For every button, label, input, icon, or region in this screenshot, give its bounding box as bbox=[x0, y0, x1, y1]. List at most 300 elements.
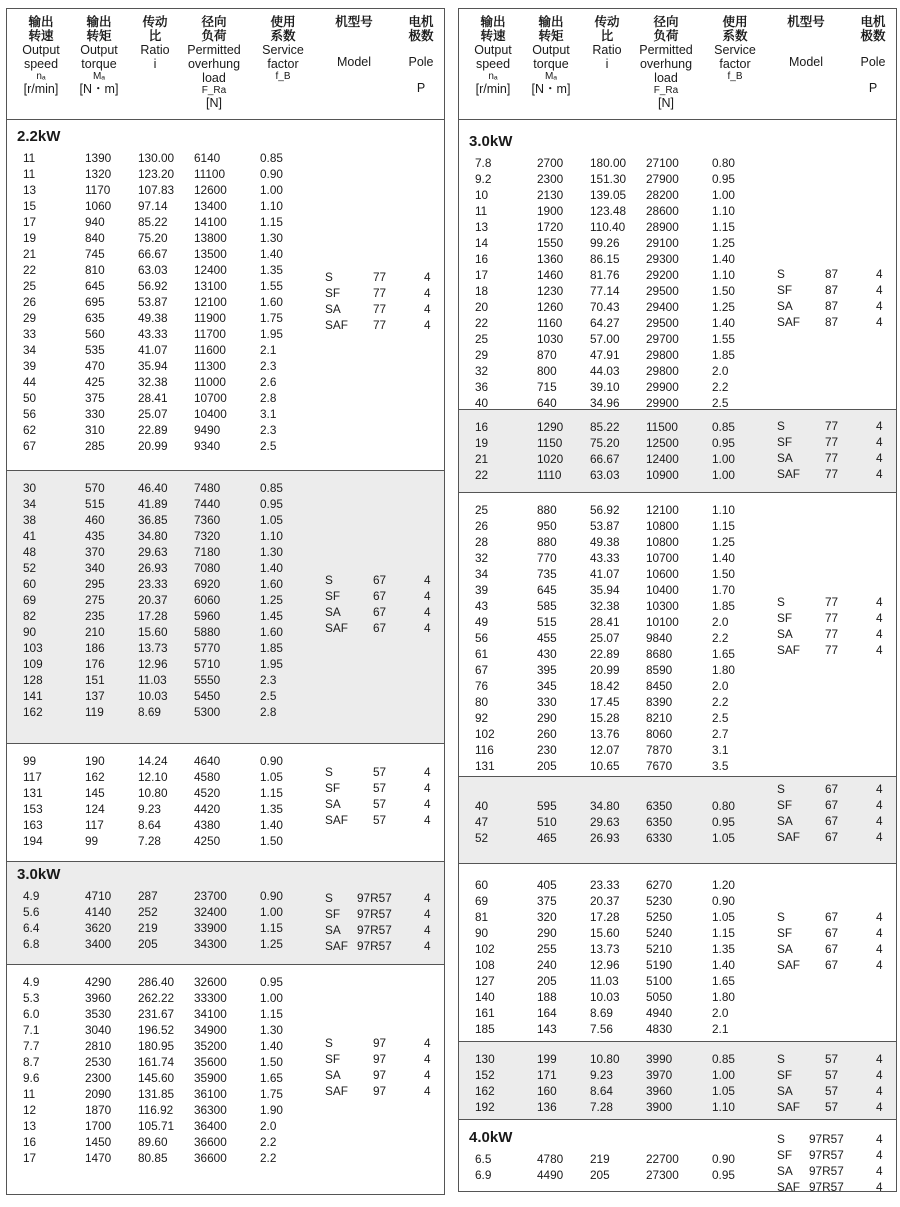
pole-count: 4 bbox=[424, 589, 431, 603]
model-group bbox=[459, 1051, 896, 1115]
cell-sf: 2.5 bbox=[260, 689, 277, 703]
header-cn-label: 系数 bbox=[722, 29, 748, 43]
power-rating-title: 3.0kW bbox=[469, 133, 513, 150]
cell-sf: 1.85 bbox=[712, 348, 735, 362]
table-row bbox=[459, 518, 896, 534]
cell-load: 11900 bbox=[194, 311, 226, 325]
model-type: S bbox=[777, 910, 785, 924]
cell-sf: 1.90 bbox=[260, 1103, 283, 1117]
cell-speed: 34 bbox=[23, 497, 37, 511]
cell-speed: 69 bbox=[23, 593, 37, 607]
model-size: 67 bbox=[825, 958, 839, 972]
model-type: SF bbox=[325, 1052, 341, 1066]
model-row bbox=[459, 957, 896, 973]
model-size: 77 bbox=[825, 643, 839, 657]
cell-torque: 870 bbox=[537, 348, 557, 362]
cell-torque: 940 bbox=[85, 215, 105, 229]
table-row bbox=[459, 550, 896, 566]
cell-torque: 1700 bbox=[85, 1119, 112, 1133]
cell-sf: 1.60 bbox=[260, 577, 283, 591]
cell-speed: 22 bbox=[475, 468, 489, 482]
model-size: 97R57 bbox=[357, 939, 392, 953]
cell-load: 9490 bbox=[194, 423, 221, 437]
cell-load: 11600 bbox=[194, 343, 226, 357]
model-row bbox=[459, 1083, 896, 1099]
header-cn-label: 转速 bbox=[480, 29, 506, 43]
cell-torque: 190 bbox=[85, 754, 105, 768]
cell-ratio: 110.40 bbox=[590, 220, 626, 234]
cell-load: 36600 bbox=[194, 1151, 227, 1165]
cell-sf: 1.00 bbox=[260, 991, 283, 1005]
cell-torque: 151 bbox=[85, 673, 105, 687]
model-row bbox=[459, 642, 896, 658]
cell-speed: 153 bbox=[23, 802, 43, 816]
model-type: SAF bbox=[325, 1084, 348, 1098]
model-type: S bbox=[777, 267, 785, 281]
cell-sf: 1.10 bbox=[712, 1100, 735, 1114]
cell-speed: 17 bbox=[23, 215, 37, 229]
cell-load: 28200 bbox=[646, 188, 679, 202]
cell-torque: 3530 bbox=[85, 1007, 112, 1021]
cell-torque: 880 bbox=[537, 535, 557, 549]
cell-torque: 560 bbox=[85, 327, 105, 341]
cell-sf: 0.85 bbox=[712, 420, 735, 434]
header-en-label: Ratio bbox=[140, 43, 170, 57]
model-row bbox=[459, 1147, 896, 1163]
header-cn-label: 机型号 bbox=[787, 15, 825, 29]
cell-ratio: 145.60 bbox=[138, 1071, 175, 1085]
cell-load: 8590 bbox=[646, 663, 673, 677]
cell-load: 14100 bbox=[194, 215, 227, 229]
cell-torque: 1230 bbox=[537, 284, 564, 298]
model-size: 67 bbox=[825, 814, 839, 828]
pole-count: 4 bbox=[424, 1052, 431, 1066]
cell-torque: 230 bbox=[537, 743, 557, 757]
cell-speed: 90 bbox=[475, 926, 489, 940]
cell-ratio: 32.38 bbox=[590, 599, 620, 613]
header-cn-label: 传动 bbox=[142, 15, 168, 29]
cell-load: 33300 bbox=[194, 991, 227, 1005]
cell-sf: 1.05 bbox=[260, 770, 283, 784]
table-row bbox=[459, 877, 896, 893]
cell-speed: 20 bbox=[475, 300, 489, 314]
header-en-label: Service bbox=[262, 43, 304, 57]
cell-torque: 640 bbox=[537, 396, 557, 410]
model-row bbox=[7, 1035, 444, 1051]
cell-sf: 3.1 bbox=[712, 743, 729, 757]
power-section bbox=[459, 410, 896, 493]
model-row bbox=[459, 1131, 896, 1147]
model-type: SAF bbox=[777, 958, 800, 972]
cell-load: 10100 bbox=[646, 615, 679, 629]
cell-ratio: 75.20 bbox=[590, 436, 620, 450]
model-row bbox=[459, 1051, 896, 1067]
cell-speed: 17 bbox=[475, 268, 489, 282]
cell-sf: 1.00 bbox=[712, 1068, 735, 1082]
model-type: S bbox=[325, 891, 333, 905]
cell-speed: 32 bbox=[475, 364, 489, 378]
cell-torque: 340 bbox=[85, 561, 105, 575]
cell-speed: 116 bbox=[475, 743, 494, 757]
pole-count: 4 bbox=[424, 605, 431, 619]
header-ratio bbox=[131, 15, 179, 71]
cell-load: 12600 bbox=[194, 183, 227, 197]
cell-ratio: 18.42 bbox=[590, 679, 620, 693]
cell-torque: 124 bbox=[85, 802, 105, 816]
cell-load: 4580 bbox=[194, 770, 221, 784]
pole-count: 4 bbox=[876, 942, 883, 956]
cell-load: 13100 bbox=[194, 279, 227, 293]
header-en-label: Model bbox=[788, 55, 824, 69]
model-size: 67 bbox=[825, 782, 839, 796]
pole-count: 4 bbox=[424, 1084, 431, 1098]
cell-load: 5450 bbox=[194, 689, 221, 703]
cell-load: 11000 bbox=[194, 375, 226, 389]
cell-sf: 2.0 bbox=[712, 615, 729, 629]
header-en-label: Output bbox=[22, 43, 60, 57]
cell-sf: 1.35 bbox=[260, 802, 283, 816]
table-row bbox=[459, 219, 896, 235]
header-cn-label: 输出 bbox=[480, 15, 506, 29]
cell-sf: 2.1 bbox=[712, 1022, 729, 1036]
cell-ratio: 77.14 bbox=[590, 284, 620, 298]
cell-speed: 60 bbox=[475, 878, 489, 892]
header-cn-label: 极数 bbox=[408, 29, 434, 43]
cell-load: 11700 bbox=[194, 327, 226, 341]
cell-ratio: 196.52 bbox=[138, 1023, 175, 1037]
cell-ratio: 43.33 bbox=[590, 551, 620, 565]
cell-sf: 0.95 bbox=[712, 1168, 735, 1182]
model-group bbox=[459, 266, 896, 330]
model-group bbox=[459, 594, 896, 658]
table-row bbox=[7, 422, 444, 438]
cell-sf: 1.65 bbox=[712, 974, 735, 988]
model-row bbox=[459, 1179, 896, 1195]
cell-speed: 92 bbox=[475, 711, 489, 725]
pole-count: 4 bbox=[424, 286, 431, 300]
model-row bbox=[459, 314, 896, 330]
cell-load: 10800 bbox=[646, 519, 679, 533]
model-group bbox=[459, 909, 896, 973]
model-size: 57 bbox=[373, 765, 387, 779]
model-type: SAF bbox=[325, 813, 348, 827]
table-row bbox=[7, 528, 444, 544]
cell-ratio: 35.94 bbox=[138, 359, 168, 373]
cell-torque: 1170 bbox=[85, 183, 111, 197]
header-en-label: load bbox=[202, 71, 226, 85]
cell-load: 5210 bbox=[646, 942, 673, 956]
header-torque bbox=[73, 15, 125, 96]
cell-speed: 19 bbox=[23, 231, 37, 245]
model-type: SF bbox=[777, 1068, 793, 1082]
cell-ratio: 17.45 bbox=[590, 695, 620, 709]
cell-speed: 62 bbox=[23, 423, 37, 437]
model-size: 97 bbox=[373, 1084, 387, 1098]
cell-sf: 0.80 bbox=[712, 799, 735, 813]
cell-ratio: 28.41 bbox=[590, 615, 620, 629]
cell-torque: 260 bbox=[537, 727, 557, 741]
cell-ratio: 80.85 bbox=[138, 1151, 168, 1165]
model-type: S bbox=[777, 1132, 785, 1146]
model-row bbox=[459, 829, 896, 845]
cell-sf: 0.90 bbox=[260, 167, 283, 181]
cell-ratio: 262.22 bbox=[138, 991, 175, 1005]
model-type: S bbox=[777, 782, 785, 796]
model-row bbox=[7, 938, 444, 954]
model-row bbox=[459, 797, 896, 813]
cell-torque: 275 bbox=[85, 593, 105, 607]
cell-sf: 0.90 bbox=[712, 1152, 735, 1166]
cell-ratio: 85.22 bbox=[590, 420, 620, 434]
cell-torque: 330 bbox=[537, 695, 557, 709]
cell-load: 10400 bbox=[194, 407, 227, 421]
cell-speed: 102 bbox=[475, 942, 495, 956]
table-row bbox=[7, 246, 444, 262]
cell-load: 28600 bbox=[646, 204, 679, 218]
cell-sf: 1.95 bbox=[260, 657, 283, 671]
cell-sf: 1.75 bbox=[260, 1087, 283, 1101]
cell-sf: 1.40 bbox=[260, 561, 283, 575]
model-size: 77 bbox=[825, 435, 839, 449]
cell-speed: 13 bbox=[23, 1119, 37, 1133]
power-section bbox=[459, 493, 896, 777]
cell-sf: 2.6 bbox=[260, 375, 277, 389]
cell-sf: 1.10 bbox=[712, 268, 735, 282]
cell-load: 28900 bbox=[646, 220, 679, 234]
header-cn-label: 径向 bbox=[201, 15, 227, 29]
model-type: SA bbox=[325, 923, 341, 937]
cell-ratio: 25.07 bbox=[138, 407, 168, 421]
cell-speed: 162 bbox=[475, 1084, 495, 1098]
cell-sf: 1.15 bbox=[712, 519, 735, 533]
model-size: 97R57 bbox=[809, 1132, 844, 1146]
cell-torque: 235 bbox=[85, 609, 105, 623]
cell-sf: 2.2 bbox=[712, 380, 729, 394]
cell-load: 4830 bbox=[646, 1022, 673, 1036]
model-type: SA bbox=[325, 797, 341, 811]
cell-ratio: 22.89 bbox=[138, 423, 168, 437]
cell-speed: 39 bbox=[23, 359, 37, 373]
cell-speed: 26 bbox=[23, 295, 37, 309]
table-row bbox=[7, 974, 444, 990]
cell-load: 3900 bbox=[646, 1100, 673, 1114]
cell-speed: 18 bbox=[475, 284, 489, 298]
pole-count: 4 bbox=[424, 302, 431, 316]
power-rating-title: 2.2kW bbox=[17, 128, 61, 145]
cell-torque: 585 bbox=[537, 599, 557, 613]
cell-speed: 13 bbox=[475, 220, 489, 234]
cell-load: 29500 bbox=[646, 316, 679, 330]
cell-load: 33900 bbox=[194, 921, 227, 935]
cell-torque: 4140 bbox=[85, 905, 112, 919]
header-en-label: i bbox=[153, 57, 157, 71]
cell-sf: 1.00 bbox=[260, 905, 283, 919]
cell-ratio: 161.74 bbox=[138, 1055, 175, 1069]
cell-speed: 19 bbox=[475, 436, 489, 450]
cell-sf: 1.40 bbox=[712, 958, 735, 972]
table-body bbox=[459, 120, 896, 1194]
table-row bbox=[7, 358, 444, 374]
header-en-label: Output bbox=[474, 43, 512, 57]
cell-speed: 11 bbox=[23, 151, 36, 165]
pole-count: 4 bbox=[876, 782, 883, 796]
cell-sf: 0.85 bbox=[260, 151, 283, 165]
cell-speed: 140 bbox=[475, 990, 495, 1004]
cell-ratio: 15.28 bbox=[590, 711, 620, 725]
cell-torque: 510 bbox=[537, 815, 557, 829]
model-group bbox=[7, 890, 444, 954]
cell-ratio: 53.87 bbox=[138, 295, 168, 309]
cell-ratio: 34.80 bbox=[590, 799, 620, 813]
model-row bbox=[7, 796, 444, 812]
cell-load: 12100 bbox=[194, 295, 227, 309]
cell-speed: 10 bbox=[475, 188, 489, 202]
cell-load: 6140 bbox=[194, 151, 221, 165]
power-section bbox=[7, 744, 444, 862]
cell-speed: 6.0 bbox=[23, 1007, 40, 1021]
pole-count: 4 bbox=[876, 1100, 883, 1114]
power-section bbox=[459, 864, 896, 1042]
table-row bbox=[459, 1005, 896, 1021]
cell-speed: 7.1 bbox=[23, 1023, 40, 1037]
cell-torque: 143 bbox=[537, 1022, 557, 1036]
table-row bbox=[459, 726, 896, 742]
header-speed bbox=[15, 15, 67, 96]
cell-ratio: 130.00 bbox=[138, 151, 175, 165]
cell-speed: 28 bbox=[475, 535, 489, 549]
cell-ratio: 22.89 bbox=[590, 647, 620, 661]
cell-load: 5190 bbox=[646, 958, 673, 972]
table-row bbox=[459, 694, 896, 710]
pole-count: 4 bbox=[876, 283, 883, 297]
cell-sf: 1.20 bbox=[712, 878, 735, 892]
cell-load: 6270 bbox=[646, 878, 673, 892]
cell-torque: 810 bbox=[85, 263, 105, 277]
model-type: S bbox=[325, 270, 333, 284]
table-row bbox=[7, 406, 444, 422]
table-row bbox=[459, 662, 896, 678]
cell-ratio: 105.71 bbox=[138, 1119, 175, 1133]
cell-ratio: 66.67 bbox=[590, 452, 620, 466]
cell-ratio: 81.76 bbox=[590, 268, 620, 282]
cell-torque: 1360 bbox=[537, 252, 564, 266]
cell-speed: 38 bbox=[23, 513, 37, 527]
cell-torque: 425 bbox=[85, 375, 105, 389]
model-row bbox=[7, 812, 444, 828]
cell-speed: 131 bbox=[23, 786, 43, 800]
cell-load: 29900 bbox=[646, 396, 679, 410]
cell-sf: 2.5 bbox=[260, 439, 277, 453]
cell-ratio: 10.03 bbox=[590, 990, 620, 1004]
table-row bbox=[459, 331, 896, 347]
pole-count: 4 bbox=[876, 267, 883, 281]
header-en-label: speed bbox=[475, 57, 511, 71]
cell-sf: 1.50 bbox=[260, 834, 283, 848]
cell-sf: 1.15 bbox=[260, 215, 283, 229]
cell-torque: 1260 bbox=[537, 300, 564, 314]
cell-ratio: 12.07 bbox=[590, 743, 620, 757]
cell-load: 8390 bbox=[646, 695, 673, 709]
header-cn-label: 输出 bbox=[28, 15, 54, 29]
cell-torque: 375 bbox=[537, 894, 557, 908]
model-type: SA bbox=[325, 1068, 341, 1082]
cell-load: 12500 bbox=[646, 436, 679, 450]
header-en-label: overhung bbox=[639, 57, 693, 71]
cell-torque: 1060 bbox=[85, 199, 112, 213]
cell-load: 4520 bbox=[194, 786, 221, 800]
cell-ratio: 13.73 bbox=[138, 641, 168, 655]
cell-speed: 6.4 bbox=[23, 921, 40, 935]
cell-sf: 1.65 bbox=[712, 647, 735, 661]
header-en-label: Pole bbox=[408, 55, 434, 69]
table-row bbox=[7, 182, 444, 198]
cell-sf: 2.0 bbox=[712, 679, 729, 693]
cell-sf: 1.50 bbox=[712, 284, 735, 298]
cell-load: 4250 bbox=[194, 834, 221, 848]
cell-ratio: 86.15 bbox=[590, 252, 620, 266]
cell-sf: 2.5 bbox=[712, 396, 729, 410]
header-pole bbox=[851, 15, 895, 95]
header-en-label: factor bbox=[719, 57, 751, 71]
cell-load: 29200 bbox=[646, 268, 679, 282]
pole-count: 4 bbox=[876, 798, 883, 812]
model-size: 97R57 bbox=[357, 907, 392, 921]
model-size: 67 bbox=[825, 910, 839, 924]
cell-speed: 82 bbox=[23, 609, 37, 623]
pole-count: 4 bbox=[424, 573, 431, 587]
cell-sf: 1.75 bbox=[260, 311, 283, 325]
cell-ratio: 11.03 bbox=[590, 974, 619, 988]
cell-torque: 290 bbox=[537, 926, 557, 940]
cell-load: 29500 bbox=[646, 284, 679, 298]
cell-speed: 25 bbox=[23, 279, 37, 293]
model-row bbox=[459, 1067, 896, 1083]
cell-load: 23700 bbox=[194, 889, 227, 903]
cell-speed: 13 bbox=[23, 183, 37, 197]
cell-ratio: 14.24 bbox=[138, 754, 168, 768]
table-row bbox=[7, 1134, 444, 1150]
header-cn-label: 比 bbox=[600, 29, 614, 43]
cell-load: 7180 bbox=[194, 545, 221, 559]
header-load bbox=[183, 15, 245, 110]
cell-torque: 188 bbox=[537, 990, 557, 1004]
cell-speed: 130 bbox=[475, 1052, 495, 1066]
model-row bbox=[7, 285, 444, 301]
model-type: SF bbox=[325, 286, 341, 300]
cell-speed: 127 bbox=[475, 974, 495, 988]
cell-sf: 0.95 bbox=[712, 815, 735, 829]
cell-sf: 1.40 bbox=[260, 818, 283, 832]
table-row bbox=[7, 198, 444, 214]
model-type: SAF bbox=[777, 467, 800, 481]
cell-torque: 2300 bbox=[537, 172, 564, 186]
cell-torque: 375 bbox=[85, 391, 105, 405]
cell-load: 29400 bbox=[646, 300, 679, 314]
cell-ratio: 63.03 bbox=[138, 263, 168, 277]
cell-ratio: 56.92 bbox=[138, 279, 168, 293]
pole-count: 4 bbox=[876, 315, 883, 329]
cell-speed: 6.8 bbox=[23, 937, 40, 951]
model-row bbox=[459, 466, 896, 482]
header-en-label: Mₐ bbox=[544, 71, 558, 82]
cell-sf: 1.45 bbox=[260, 609, 283, 623]
cell-ratio: 17.28 bbox=[590, 910, 620, 924]
model-size: 87 bbox=[825, 283, 839, 297]
header-en-label: nₐ bbox=[488, 71, 498, 82]
model-type: SF bbox=[777, 798, 793, 812]
cell-load: 5050 bbox=[646, 990, 673, 1004]
model-size: 57 bbox=[825, 1084, 839, 1098]
